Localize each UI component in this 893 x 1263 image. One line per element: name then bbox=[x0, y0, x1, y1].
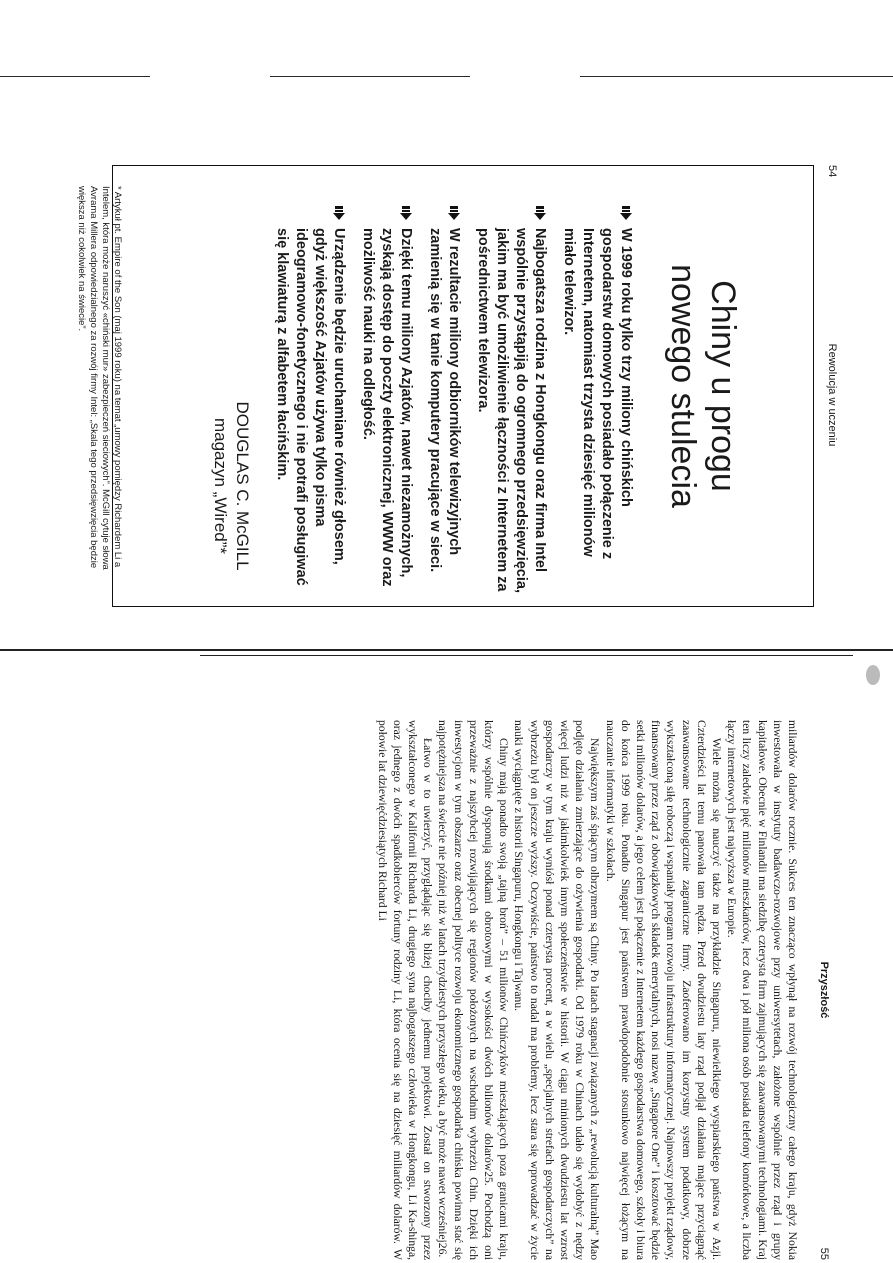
bullet-item: Najbogatsza rodzina z Hongkongu oraz firma Intel wspólnie przystąpiją do ogromnego przedsięwzięcia, jakim ma być umożliwienie łączności z Internetem za pośrednictwem telewizora. bbox=[473, 206, 549, 596]
bullet-item: W rezultacie miliony odbiorników telewizyjnych zamienią się w tanie komputery pracujące w sieci. bbox=[425, 206, 463, 596]
paragraph: Wiele można się nauczyć także na przykładzie Singapuru, niewielkiego wyspiarskiego państwa w Azji. Czterdzieści lat temu panowała tam nędza. Przed dwudziestu laty rząd podjął działania mające przyciągnąć zaawansowane technologicznie zagraniczne firmy. Zaoferowano im korzystny system podatkowy, dobrze wykształconą siłę roboczą i wspaniały program rozwoju infrastruktury informatycznej. Najnowszy projekt rządowy, finansowany przez rząd z obowiązkowych składek emerytalnych, nosi nazwę „Singapore One” i kosztować będzie setki milionów dolarów, a jego celem jest połączenie z Internetem każdego gospodarstwa domowego, szkoły i biura do końca 1999 roku. Ponadto Singapur jest państwem prawdopodobnie stosunkowo najwięcej łożącym na nauczanie informatyki w szkołach. bbox=[603, 720, 723, 1260]
page-number: 55 bbox=[818, 1247, 830, 1260]
paragraph: Największym zaś śpiącym olbrzymem są Chiny. Po latach stagnacji związanych z „rewolucją kulturalną” Mao podjęto działania zmierzające do ożywienia gospodarki. Od 1979 roku w Chinach udało się wydobyć z nędzy więcej ludzi niż w jakimkolwiek innym społeczeństwie w historii. W ciągu minionych dwudziestu lat wzrost gospodarczy w tym kraju wyniósł ponad czterysta procent, a w wielu „specjalnych strefach gospodarczych” na wybrzeżu był on jeszcze wyższy. Oczywiście, państwo to nadal ma problemy, lecz stara się wprowadzać w życie nauki wyciągnięte z historii Singapuru, Hongkongu i Tajwanu. bbox=[512, 720, 602, 1260]
scan-speck bbox=[866, 665, 880, 685]
scan-line-top-right bbox=[580, 76, 893, 77]
scan-line-top-left bbox=[0, 76, 150, 77]
scan-line-top-center bbox=[270, 76, 470, 77]
running-head bbox=[812, 720, 830, 1260]
author-signature: DOUGLAS C. McGILL magazyn „Wired”* bbox=[211, 401, 252, 571]
arrow-bullet-icon bbox=[619, 206, 633, 220]
bullet-list bbox=[262, 206, 635, 596]
page-fold bbox=[0, 641, 893, 669]
paragraph: Łatwo w to uwierzyć, przyglądając się bliżej chociby jednemu projektowi. Został on stworzony przez wykształconego w Kalifornii Richarda Li, drugiego syna najbogatszego człowieka w Hongkongu, Li Ka-shinga, oraz jednego z dwóch spadkobierców fortuny rodziny Li, która ocenia się na dziesięć miliardów dolarów. W połowie lat dziewięćdziesiątych Richard Li bbox=[375, 720, 435, 1260]
footnote: * Artykuł pt. Empire of the Son (maj 1999 roku) na temat „umowy pomiędzy Richardem Li a Intelem, która może naruszyć «chiński mur» zabezpieczeń sieciowych”. McGill cytuje słowa Avrama Millera odpowiedzialnego za rozwój firmy Intel: „Skala tego przedsięwzięcia będzie większa niż cokolwiek na świecie”. bbox=[76, 186, 123, 570]
arrow-bullet-icon bbox=[533, 206, 547, 220]
running-head bbox=[820, 165, 838, 625]
arrow-bullet-icon bbox=[332, 206, 346, 220]
page-number: 54 bbox=[826, 165, 838, 178]
page-55 bbox=[60, 720, 830, 1260]
sidebar-box bbox=[76, 165, 814, 607]
arrow-bullet-icon bbox=[447, 206, 461, 220]
bullet-item: Urządzenie będzie uruchamiane również głosem, gdyż większość Azjatów używa tylko pisma ideogramowo-fonetycznego i nie potrafi posługiwać się klawiaturą z alfabetem łacińskim. bbox=[272, 206, 348, 596]
sidebar-title: Chiny u progu nowego stulecia bbox=[664, 264, 742, 508]
paragraph: miliardów dolarów rocznie. Sukces ten znacząco wpłynął na rozwój technologiczny całego kraju, gdyż Nokia inwestowała w instytuty badawczo-rozwojowe przy uniwersytetach, założone wspólnie przez rząd i grupy kapitałowe. Obecnie w Finlandii ma siedzibę czterysta firm zajmujących się zaawansowanymi technologiami. Kraj ten liczy zaledwie pięć milionów mieszkańców, lecz dwa i pół miliona osób posiada telefony komórkowe, a liczba łączy internetowych jest najwyższa w Europie. bbox=[725, 720, 799, 1260]
page-54 bbox=[78, 165, 838, 625]
bullet-item: Dzięki temu miliony Azjatów, nawet niezamożnych, zyskają dostęp do poczty elektronicznej, WWW oraz możliwość nauki na odległość. bbox=[358, 206, 415, 596]
bullet-item: W 1999 roku tylko trzy miliony chińskich gospodarstw domowych posiadało połączenie z Internetem, natomiast trzysta dziesięć milionów miało telewizor. bbox=[559, 206, 635, 596]
section-title: Przyszłość bbox=[818, 961, 830, 1019]
body-text bbox=[374, 720, 800, 1260]
arrow-bullet-icon bbox=[399, 206, 413, 220]
paragraph: Chiny mają ponadto swoją „tajną broń” – 51 milionów Chińczyków mieszkających poza granicami kraju, którzy wspólnie dysponują środkami obrotowymi w wysokości dwóch bilionów dolarów25. Pochodzą oni przeważnie z najszybciej rozwijających się regionów położonych na wschodnim wybrzeżu Chin. Dzięki ich inwestycjom w tym obszarze oraz obecnej polityce rozwoju ekonomicznego gospodarka chińska powinna stać się najpotężniejsza na świecie nie później niż w latach trzydziestych przyszłego wieku, a być może nawet wcześniej26. bbox=[436, 720, 511, 1260]
section-title: Rewolucja w uczeniu bbox=[826, 343, 838, 447]
